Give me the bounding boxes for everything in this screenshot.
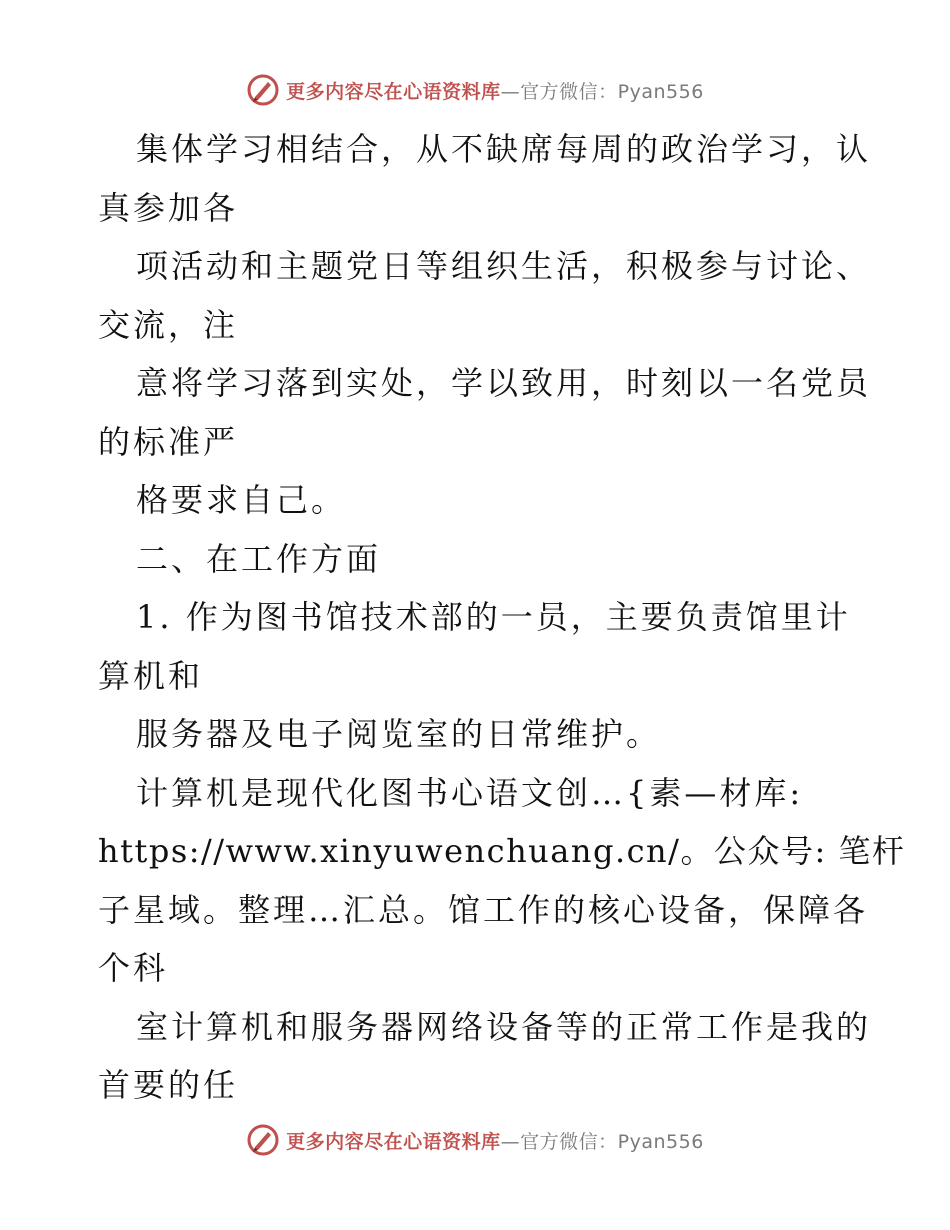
body-line: 意将学习落到实处，学以致用，时刻以一名党员 [136, 364, 872, 402]
footer-dash: — [500, 1130, 521, 1153]
body-line: 1. 作为图书馆技术部的一员，主要负责馆里计 [136, 598, 851, 636]
header-text [286, 77, 704, 104]
body-line: 交流，注 [98, 305, 239, 344]
section-heading: 二、在工作方面 [136, 539, 382, 578]
body-line: 室计算机和服务器网络设备等的正常工作是我的 [136, 1007, 872, 1046]
body-line: 算机和 [98, 656, 204, 695]
body-line: 真参加各 [98, 188, 239, 227]
body-line: 项活动和主题党日等组织生活，积极参与讨论、 [136, 247, 872, 285]
header-banner [0, 70, 950, 110]
pen-logo-icon [246, 73, 280, 107]
footer-tail: 官方微信：Pyan556 [520, 1130, 704, 1153]
footer-banner [0, 1120, 950, 1160]
body-line: 格要求自己。 [136, 481, 347, 519]
document-body [98, 120, 906, 1115]
header-dash: — [500, 80, 521, 103]
body-line: 的标准严 [98, 422, 239, 461]
body-line: 首要的任 [98, 1066, 239, 1104]
pen-logo-icon [246, 1123, 280, 1157]
body-line: 集体学习相结合，从不缺席每周的政治学习，认 [136, 130, 872, 168]
body-line: 计算机是现代化图书心语文创…{素—材库: [136, 773, 804, 812]
body-line-url: https://www.xinyuwenchuang.cn/。公众号: 笔杆 [98, 832, 906, 870]
header-lead: 更多内容尽在心语资料库 [286, 80, 501, 103]
header-tail: 官方微信：Pyan556 [520, 80, 704, 103]
body-line: 服务器及电子阅览室的日常维护。 [136, 715, 662, 753]
footer-lead: 更多内容尽在心语资料库 [286, 1130, 501, 1153]
body-line: 子星域。整理…汇总。馆工作的核心设备，保障各 [98, 890, 869, 929]
body-line: 个科 [98, 949, 169, 987]
footer-text [286, 1127, 704, 1154]
